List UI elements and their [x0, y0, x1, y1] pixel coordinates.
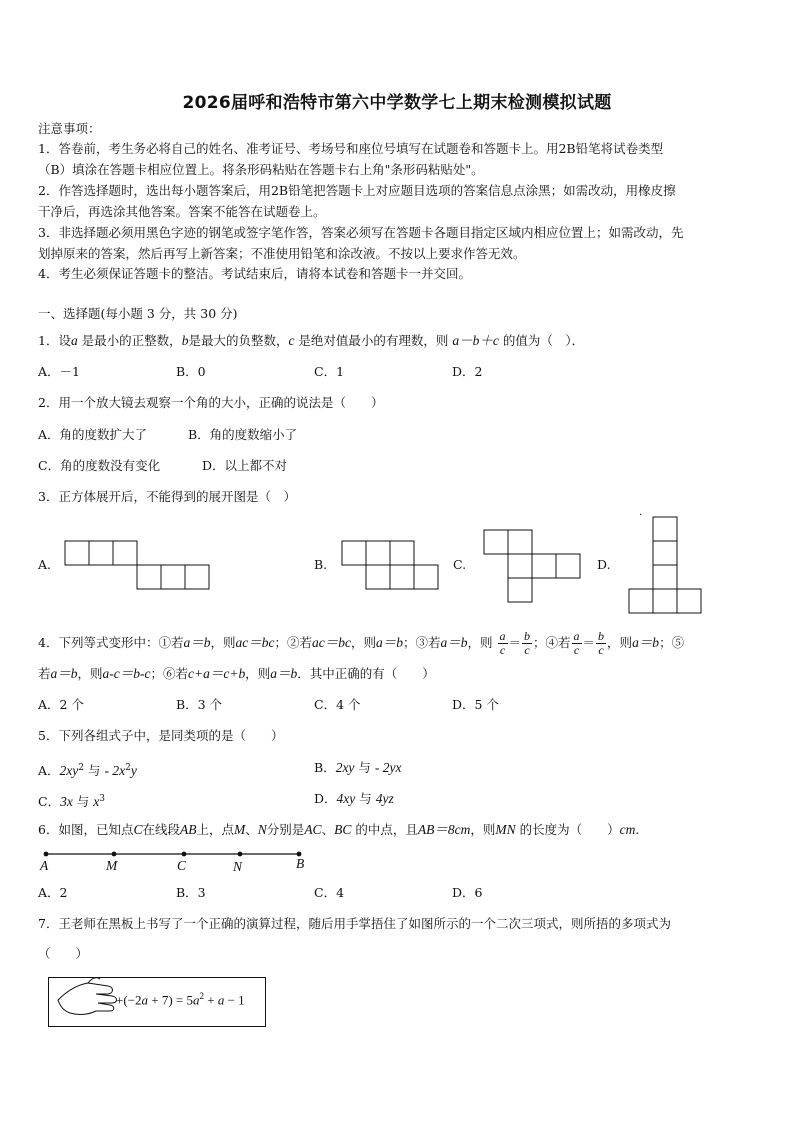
fraction: $\frac{b}{c}$ — [524, 629, 531, 657]
q3-label-c[interactable]: C. — [453, 557, 467, 572]
note-line-1: 1．答卷前，考生务必将自己的姓名、准考证号、考场号和座位号填写在试题卷和答题卡上。用2B铅笔将试卷类型 — [38, 141, 664, 156]
q6-option-d[interactable]: D．6 — [452, 885, 483, 900]
q3-label-b[interactable]: B. — [314, 557, 328, 572]
q3-label-d[interactable]: D. — [597, 557, 611, 572]
net-c — [484, 530, 580, 602]
q6-option-b[interactable]: B．3 — [176, 885, 206, 900]
point-label-a: A — [40, 858, 49, 873]
question-3-stem: 3．正方体展开后，不能得到的展开图是（ ） — [38, 489, 296, 504]
note-line-2: （B）填涂在答题卡相应位置上。将条形码粘贴在答题卡右上角"条形码粘贴处"。 — [38, 162, 484, 177]
fraction: $\frac{a}{c}$ — [573, 629, 580, 657]
equation: $+(-2a + 7) = 5a^2 + a - 1$ — [116, 991, 245, 1008]
q6-option-c[interactable]: C．4 — [314, 885, 345, 900]
point-label-c: C — [177, 858, 187, 873]
notes-heading: 注意事项： — [38, 121, 101, 136]
q5-option-d[interactable]: D．4xy 与 4yz — [314, 791, 394, 806]
net-a — [65, 541, 209, 589]
question-4-stem-line-2: 若a＝b，则a-c＝b-c；⑥若c+a＝c+b，则a＝b．其中正确的有（ ） — [38, 666, 435, 681]
question-7-stem: 7．王老师在黑板上书写了一个正确的演算过程，随后用手掌捂住了如图所示的一个二次三项式，则所捂的多项式为 — [38, 916, 671, 931]
q5-option-c[interactable]: C．3x 与 $x^3$ — [38, 794, 106, 810]
question-7-paren: （ ） — [38, 946, 89, 961]
q2-option-b[interactable]: B．角的度数缩小了 — [188, 427, 298, 442]
question-6-stem: 6．如图，已知点C在线段AB上，点M、N分别是AC、BC 的中点，且AB＝8cm，则MN 的长度为（ ）cm. — [38, 822, 640, 837]
question-2-stem: 2．用一个放大镜去观察一个角的大小，正确的说法是（ ） — [38, 395, 384, 410]
q2-option-d[interactable]: D．以上都不对 — [202, 458, 288, 473]
note-line-3: 2．作答选择题时，选出每小题答案后，用2B铅笔把答题卡上对应题目选项的答案信息点涂黑；如需改动，用橡皮擦 — [38, 183, 676, 198]
section-heading: 一、选择题(每小题 3 分，共 30 分) — [38, 306, 238, 321]
q3-label-a[interactable]: A. — [38, 557, 52, 572]
point-label-m: M — [106, 858, 118, 873]
q5-option-a[interactable]: A．$2xy^2$ 与 - $2x^2y$ — [38, 763, 137, 779]
question-5-stem: 5．下列各组式子中，是同类项的是（ ） — [38, 728, 284, 743]
note-line-7: 4．考生必须保证答题卡的整洁。考试结束后，请将本试卷和答题卡一并交回。 — [38, 266, 471, 281]
point-label-b: B — [296, 856, 305, 871]
stray-dot: · — [639, 510, 643, 521]
segment-figure — [44, 852, 302, 857]
fraction: $\frac{b}{c}$ — [598, 629, 605, 657]
question-1-stem: 1．设a 是最小的正整数，b是最大的负整数，c 是绝对值最小的有理数，则 a－b＋c 的值为（ ）． — [38, 333, 585, 348]
q1-option-b[interactable]: B．0 — [176, 364, 206, 379]
fraction: $\frac{a}{c}$ — [499, 629, 506, 657]
q1-option-c[interactable]: C．1 — [314, 364, 345, 379]
q2-option-c[interactable]: C．角的度数没有变化 — [38, 458, 161, 473]
q1-option-a[interactable]: A．－1 — [38, 364, 80, 379]
q4-option-b[interactable]: B．3 个 — [176, 697, 223, 712]
net-d — [629, 517, 701, 613]
note-line-5: 3．非选择题必须用黑色字迹的钢笔或签字笔作答，答案必须写在答题卡各题目指定区域内相应位置上；如需改动，先 — [38, 225, 684, 240]
net-b — [342, 541, 438, 589]
q5-option-b[interactable]: B．2xy 与 - 2yx — [314, 760, 402, 775]
q2-option-a[interactable]: A．角的度数扩大了 — [38, 427, 148, 442]
q4-option-a[interactable]: A．2 个 — [38, 697, 84, 712]
question-4-stem: 4．下列等式变形中：①若a＝b，则ac＝bc；②若ac＝bc，则a＝b；③若a＝b，则 $\frac{a}{c}$ ＝ $\frac{b}{c}$ ；④若 $\frac{a}{c}$ ＝ $\frac{b}{c}$ ，则a＝b；⑤ — [38, 629, 685, 657]
q6-option-a[interactable]: A．2 — [38, 885, 68, 900]
page-title: 2026届呼和浩特市第六中学数学七上期末检测模拟试题 — [182, 93, 612, 113]
note-line-4: 干净后，再选涂其他答案。答案不能答在试题卷上。 — [38, 204, 326, 219]
note-line-6: 划掉原来的答案，然后再写上新答案；不准使用铅笔和涂改液。不按以上要求作答无效。 — [38, 246, 526, 261]
q4-option-d[interactable]: D．5 个 — [452, 697, 499, 712]
q1-option-d[interactable]: D．2 — [452, 364, 483, 379]
point-label-n: N — [233, 859, 243, 874]
q4-option-c[interactable]: C．4 个 — [314, 697, 361, 712]
